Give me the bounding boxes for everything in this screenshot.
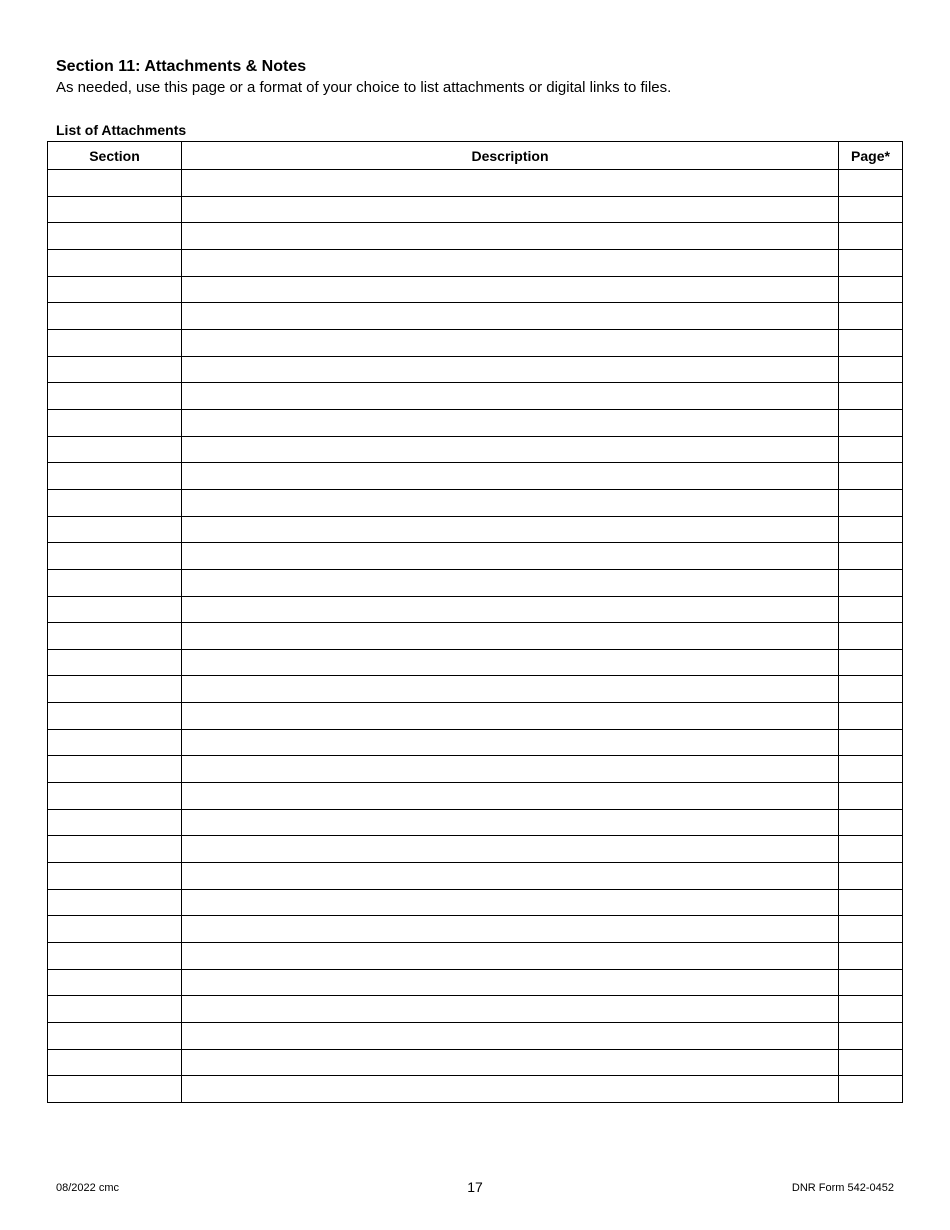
description-cell[interactable] — [182, 996, 839, 1023]
section-cell[interactable] — [48, 1023, 182, 1050]
section-cell[interactable] — [48, 516, 182, 543]
page-cell[interactable] — [839, 276, 903, 303]
table-header-row — [48, 142, 903, 170]
table-row — [48, 676, 903, 703]
table-row — [48, 863, 903, 890]
table-row — [48, 1023, 903, 1050]
section-cell[interactable] — [48, 1049, 182, 1076]
page-cell[interactable] — [839, 943, 903, 970]
page-cell[interactable] — [839, 223, 903, 250]
table-row — [48, 836, 903, 863]
section-cell[interactable] — [48, 996, 182, 1023]
footer-page-number: 17 — [467, 1179, 483, 1195]
page-cell[interactable] — [839, 596, 903, 623]
page-cell[interactable] — [839, 889, 903, 916]
table-row — [48, 329, 903, 356]
footer-date-code: 08/2022 cmc — [56, 1182, 119, 1194]
section-intro: As needed, use this page or a format of your choice to list attachments or digital links to files. — [56, 79, 672, 96]
description-cell[interactable] — [182, 489, 839, 516]
section-cell[interactable] — [48, 329, 182, 356]
page-cell[interactable] — [839, 516, 903, 543]
description-cell[interactable] — [182, 409, 839, 436]
description-cell[interactable] — [182, 249, 839, 276]
table-row — [48, 249, 903, 276]
page-cell[interactable] — [839, 569, 903, 596]
table-row — [48, 889, 903, 916]
table-row — [48, 383, 903, 410]
description-cell[interactable] — [182, 809, 839, 836]
page-cell[interactable] — [839, 303, 903, 330]
description-cell[interactable] — [182, 969, 839, 996]
page-cell[interactable] — [839, 249, 903, 276]
section-cell[interactable] — [48, 649, 182, 676]
column-header-page: Page* — [839, 142, 903, 170]
table-row — [48, 170, 903, 197]
column-header-section: Section — [48, 142, 182, 170]
description-cell[interactable] — [182, 356, 839, 383]
description-cell[interactable] — [182, 543, 839, 570]
description-cell[interactable] — [182, 329, 839, 356]
page-cell[interactable] — [839, 756, 903, 783]
page-cell[interactable] — [839, 1076, 903, 1103]
description-cell[interactable] — [182, 1023, 839, 1050]
description-cell[interactable] — [182, 383, 839, 410]
page-cell[interactable] — [839, 916, 903, 943]
table-row — [48, 356, 903, 383]
page-cell[interactable] — [839, 836, 903, 863]
page-cell[interactable] — [839, 863, 903, 890]
section-cell[interactable] — [48, 596, 182, 623]
table-row — [48, 463, 903, 490]
section-cell[interactable] — [48, 303, 182, 330]
table-row — [48, 569, 903, 596]
page-cell[interactable] — [839, 996, 903, 1023]
column-header-description: Description — [182, 142, 839, 170]
section-cell[interactable] — [48, 863, 182, 890]
section-cell[interactable] — [48, 223, 182, 250]
footer-form-id: DNR Form 542-0452 — [791, 1182, 894, 1194]
page-cell[interactable] — [839, 783, 903, 810]
section-cell[interactable] — [48, 436, 182, 463]
description-cell[interactable] — [182, 889, 839, 916]
table-row — [48, 1049, 903, 1076]
table-row — [48, 943, 903, 970]
page-cell[interactable] — [839, 1023, 903, 1050]
section-cell[interactable] — [48, 676, 182, 703]
page-cell[interactable] — [839, 729, 903, 756]
description-cell[interactable] — [182, 596, 839, 623]
table-row — [48, 996, 903, 1023]
section-cell[interactable] — [48, 569, 182, 596]
table-row — [48, 596, 903, 623]
description-cell[interactable] — [182, 170, 839, 197]
description-cell[interactable] — [182, 463, 839, 490]
page-cell[interactable] — [839, 383, 903, 410]
attachments-list-heading: List of Attachments — [56, 122, 187, 138]
description-cell[interactable] — [182, 276, 839, 303]
page-cell[interactable] — [839, 649, 903, 676]
page-cell[interactable] — [839, 170, 903, 197]
table-row — [48, 489, 903, 516]
description-cell[interactable] — [182, 649, 839, 676]
description-cell[interactable] — [182, 836, 839, 863]
section-cell[interactable] — [48, 383, 182, 410]
description-cell[interactable] — [182, 196, 839, 223]
description-cell[interactable] — [182, 303, 839, 330]
section-cell[interactable] — [48, 943, 182, 970]
description-cell[interactable] — [182, 1076, 839, 1103]
table-row — [48, 409, 903, 436]
page-cell[interactable] — [839, 356, 903, 383]
table-row — [48, 436, 903, 463]
table-row — [48, 196, 903, 223]
page-cell[interactable] — [839, 809, 903, 836]
table-row — [48, 703, 903, 730]
section-cell[interactable] — [48, 889, 182, 916]
table-row — [48, 623, 903, 650]
description-cell[interactable] — [182, 783, 839, 810]
section-cell[interactable] — [48, 249, 182, 276]
description-cell[interactable] — [182, 223, 839, 250]
table-row — [48, 729, 903, 756]
section-cell[interactable] — [48, 836, 182, 863]
table-row — [48, 969, 903, 996]
description-cell[interactable] — [182, 516, 839, 543]
description-cell[interactable] — [182, 1049, 839, 1076]
section-cell[interactable] — [48, 170, 182, 197]
description-cell[interactable] — [182, 623, 839, 650]
section-title: Section 11: Attachments & Notes — [56, 58, 307, 75]
section-cell[interactable] — [48, 783, 182, 810]
section-cell[interactable] — [48, 623, 182, 650]
section-cell[interactable] — [48, 196, 182, 223]
description-cell[interactable] — [182, 729, 839, 756]
description-cell[interactable] — [182, 756, 839, 783]
section-cell[interactable] — [48, 729, 182, 756]
page-cell[interactable] — [839, 463, 903, 490]
table-row — [48, 223, 903, 250]
attachments-table — [47, 141, 903, 1103]
table-row — [48, 756, 903, 783]
page-cell[interactable] — [839, 489, 903, 516]
section-cell[interactable] — [48, 809, 182, 836]
page-cell[interactable] — [839, 436, 903, 463]
page-cell[interactable] — [839, 409, 903, 436]
section-cell[interactable] — [48, 463, 182, 490]
description-cell[interactable] — [182, 676, 839, 703]
section-cell[interactable] — [48, 1076, 182, 1103]
table-row — [48, 1076, 903, 1103]
page-cell[interactable] — [839, 196, 903, 223]
table-row — [48, 916, 903, 943]
section-cell[interactable] — [48, 703, 182, 730]
table-row — [48, 543, 903, 570]
description-cell[interactable] — [182, 863, 839, 890]
table-row — [48, 276, 903, 303]
table-row — [48, 649, 903, 676]
section-cell[interactable] — [48, 489, 182, 516]
section-cell[interactable] — [48, 356, 182, 383]
section-cell[interactable] — [48, 543, 182, 570]
page-cell[interactable] — [839, 703, 903, 730]
table-row — [48, 809, 903, 836]
section-cell[interactable] — [48, 756, 182, 783]
attachments-table-body — [48, 170, 903, 1103]
table-row — [48, 783, 903, 810]
page-cell[interactable] — [839, 676, 903, 703]
description-cell[interactable] — [182, 703, 839, 730]
description-cell[interactable] — [182, 569, 839, 596]
description-cell[interactable] — [182, 943, 839, 970]
description-cell[interactable] — [182, 916, 839, 943]
table-row — [48, 516, 903, 543]
page-cell[interactable] — [839, 1049, 903, 1076]
section-cell[interactable] — [48, 916, 182, 943]
page-cell[interactable] — [839, 969, 903, 996]
table-row — [48, 303, 903, 330]
page-cell[interactable] — [839, 543, 903, 570]
description-cell[interactable] — [182, 436, 839, 463]
page-cell[interactable] — [839, 329, 903, 356]
section-cell[interactable] — [48, 969, 182, 996]
page-cell[interactable] — [839, 623, 903, 650]
section-cell[interactable] — [48, 409, 182, 436]
section-cell[interactable] — [48, 276, 182, 303]
